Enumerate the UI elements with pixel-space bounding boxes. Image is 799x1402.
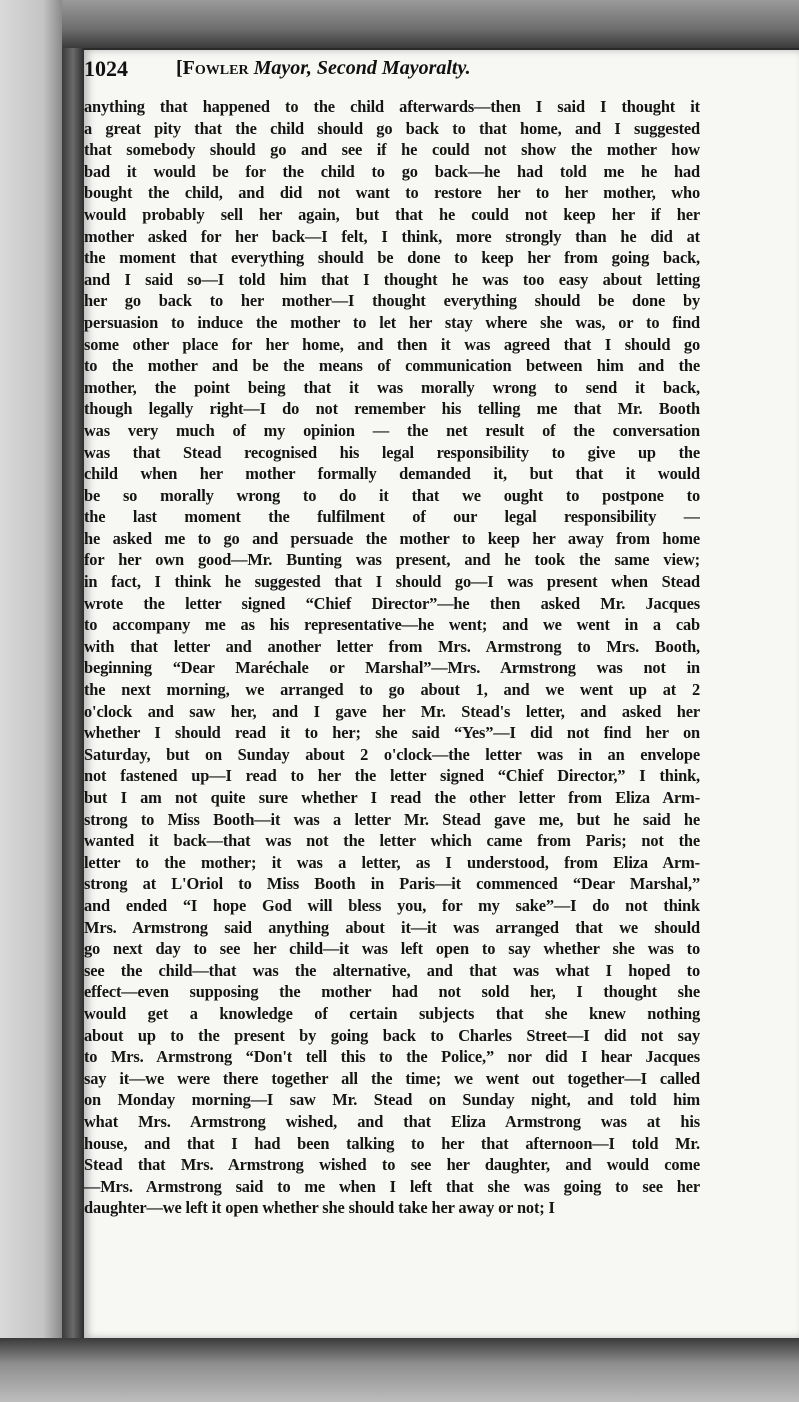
text-line: whether I should read it to her; she said “Yes”—I did not find her on: [84, 723, 700, 743]
text-line: some other place for her home, and then it was agreed that I should go: [84, 334, 700, 354]
text-line: letter to the mother; it was a letter, as I understood, from Eliza Arm-: [84, 852, 700, 872]
page-number: 1024: [84, 56, 128, 81]
text-line: mother, the point being that it was morally wrong to send it back,: [84, 377, 700, 397]
text-line: for her own good—Mr. Bunting was present, and he took the same view;: [84, 550, 700, 570]
text-line: the moment that everything should be done to keep her from going back,: [84, 248, 700, 268]
text-line: —Mrs. Armstrong said to me when I left that she was going to see her: [84, 1176, 700, 1196]
running-head-name: Fowler: [182, 57, 249, 79]
text-line: bad it would be for the child to go back—he had told me he had: [84, 161, 700, 181]
scan-left-edge: [0, 0, 62, 1402]
text-line: mother asked for her back—I felt, I think, more strongly than he did at: [84, 226, 700, 246]
text-line: on Monday morning—I saw Mr. Stead on Sunday night, and told him: [84, 1090, 700, 1110]
text-line: about up to the present by going back to Charles Street—I did not say: [84, 1025, 700, 1045]
text-line: o'clock and saw her, and I gave her Mr. Stead's letter, and asked her: [84, 701, 700, 721]
page-header: [84, 56, 644, 86]
text-line: bought the child, and did not want to restore her to her mother, who: [84, 183, 700, 203]
text-line: to accompany me as his representative—he went; and we went in a cab: [84, 615, 700, 635]
running-head: [176, 57, 471, 80]
text-line: effect—even supposing the mother had not sold her, I thought she: [84, 982, 700, 1002]
text-line: Mrs. Armstrong said anything about it—it was arranged that we should: [84, 917, 700, 937]
text-line: be so morally wrong to do it that we ought to postpone to: [84, 485, 700, 505]
text-line: was very much of my opinion — the net result of the conversation: [84, 420, 700, 440]
text-line: would get a knowledge of certain subjects that she knew nothing: [84, 1003, 700, 1023]
text-line: though legally right—I do not remember his telling me that Mr. Booth: [84, 399, 700, 419]
text-line: what Mrs. Armstrong wished, and that Eliza Armstrong was at his: [84, 1111, 700, 1131]
text-line: say it—we were there together all the time; we went out together—I called: [84, 1068, 700, 1088]
text-line: see the child—that was the alternative, and that was what I hoped to: [84, 960, 700, 980]
text-line: the next morning, we arranged to go about 1, and we went up at 2: [84, 680, 700, 700]
text-line: wrote the letter signed “Chief Director”—he then asked Mr. Jacques: [84, 593, 700, 613]
text-line: he asked me to go and persuade the mother to keep her away from home: [84, 528, 700, 548]
text-line: strong to Miss Booth—it was a letter Mr. Stead gave me, but he said he: [84, 809, 700, 829]
running-head-title: Mayor, Second Mayoralty.: [253, 57, 471, 79]
text-line: the last moment the fulfilment of our legal responsibility —: [84, 507, 700, 527]
text-line: child when her mother formally demanded it, but that it would: [84, 464, 700, 484]
text-line: to Mrs. Armstrong “Don't tell this to the Police,” nor did I hear Jacques: [84, 1047, 700, 1067]
scan-bottom-edge: [0, 1338, 799, 1402]
text-line: wanted it back—that was not the letter which came from Paris; not the: [84, 831, 700, 851]
text-line: but I am not quite sure whether I read the other letter from Eliza Arm-: [84, 788, 700, 807]
book-binding-gutter: [62, 48, 84, 1348]
text-line: persuasion to induce the mother to let her stay where she was, or to find: [84, 312, 700, 332]
text-line: anything that happened to the child afterwards—then I said I thought it: [84, 97, 700, 116]
text-line: with that letter and another letter from Mrs. Armstrong to Mrs. Booth,: [84, 636, 700, 656]
text-line: house, and that I had been talking to her that afternoon—I told Mr.: [84, 1133, 700, 1153]
page-body-text: [84, 96, 700, 1219]
text-line: would probably sell her again, but that he could not keep her if her: [84, 204, 700, 224]
text-line: not fastened up—I read to her the letter signed “Chief Director,” I think,: [84, 766, 700, 786]
text-line: go next day to see her child—it was left open to say whether she was to: [84, 939, 700, 959]
text-line: and ended “I hope God will bless you, for my sake”—I do not think: [84, 895, 700, 915]
text-line: beginning “Dear Maréchale or Marshal”—Mrs. Armstrong was not in: [84, 658, 700, 678]
text-line: her go back to her mother—I thought everything should be done by: [84, 291, 700, 311]
text-line: was that Stead recognised his legal responsibility to give up the: [84, 442, 700, 462]
text-line: Stead that Mrs. Armstrong wished to see her daughter, and would come: [84, 1155, 700, 1175]
text-line: to the mother and be the means of communication between him and the: [84, 356, 700, 376]
text-line: strong at L'Oriol to Miss Booth in Paris—it commenced “Dear Marshal,”: [84, 874, 700, 894]
text-line: that somebody should go and see if he could not show the mother how: [84, 140, 700, 160]
text-line: daughter—we left it open whether she should take her away or not; I: [84, 1198, 555, 1218]
text-line: Saturday, but on Sunday about 2 o'clock—the letter was in an envelope: [84, 744, 700, 764]
text-line: in fact, I think he suggested that I should go—I was present when Stead: [84, 572, 700, 592]
text-line: a great pity that the child should go back to that home, and I suggested: [84, 118, 700, 138]
text-line: and I said so—I told him that I thought he was too easy about letting: [84, 269, 700, 289]
running-head-bracket: [: [176, 57, 183, 79]
scan-top-edge: [0, 0, 799, 48]
